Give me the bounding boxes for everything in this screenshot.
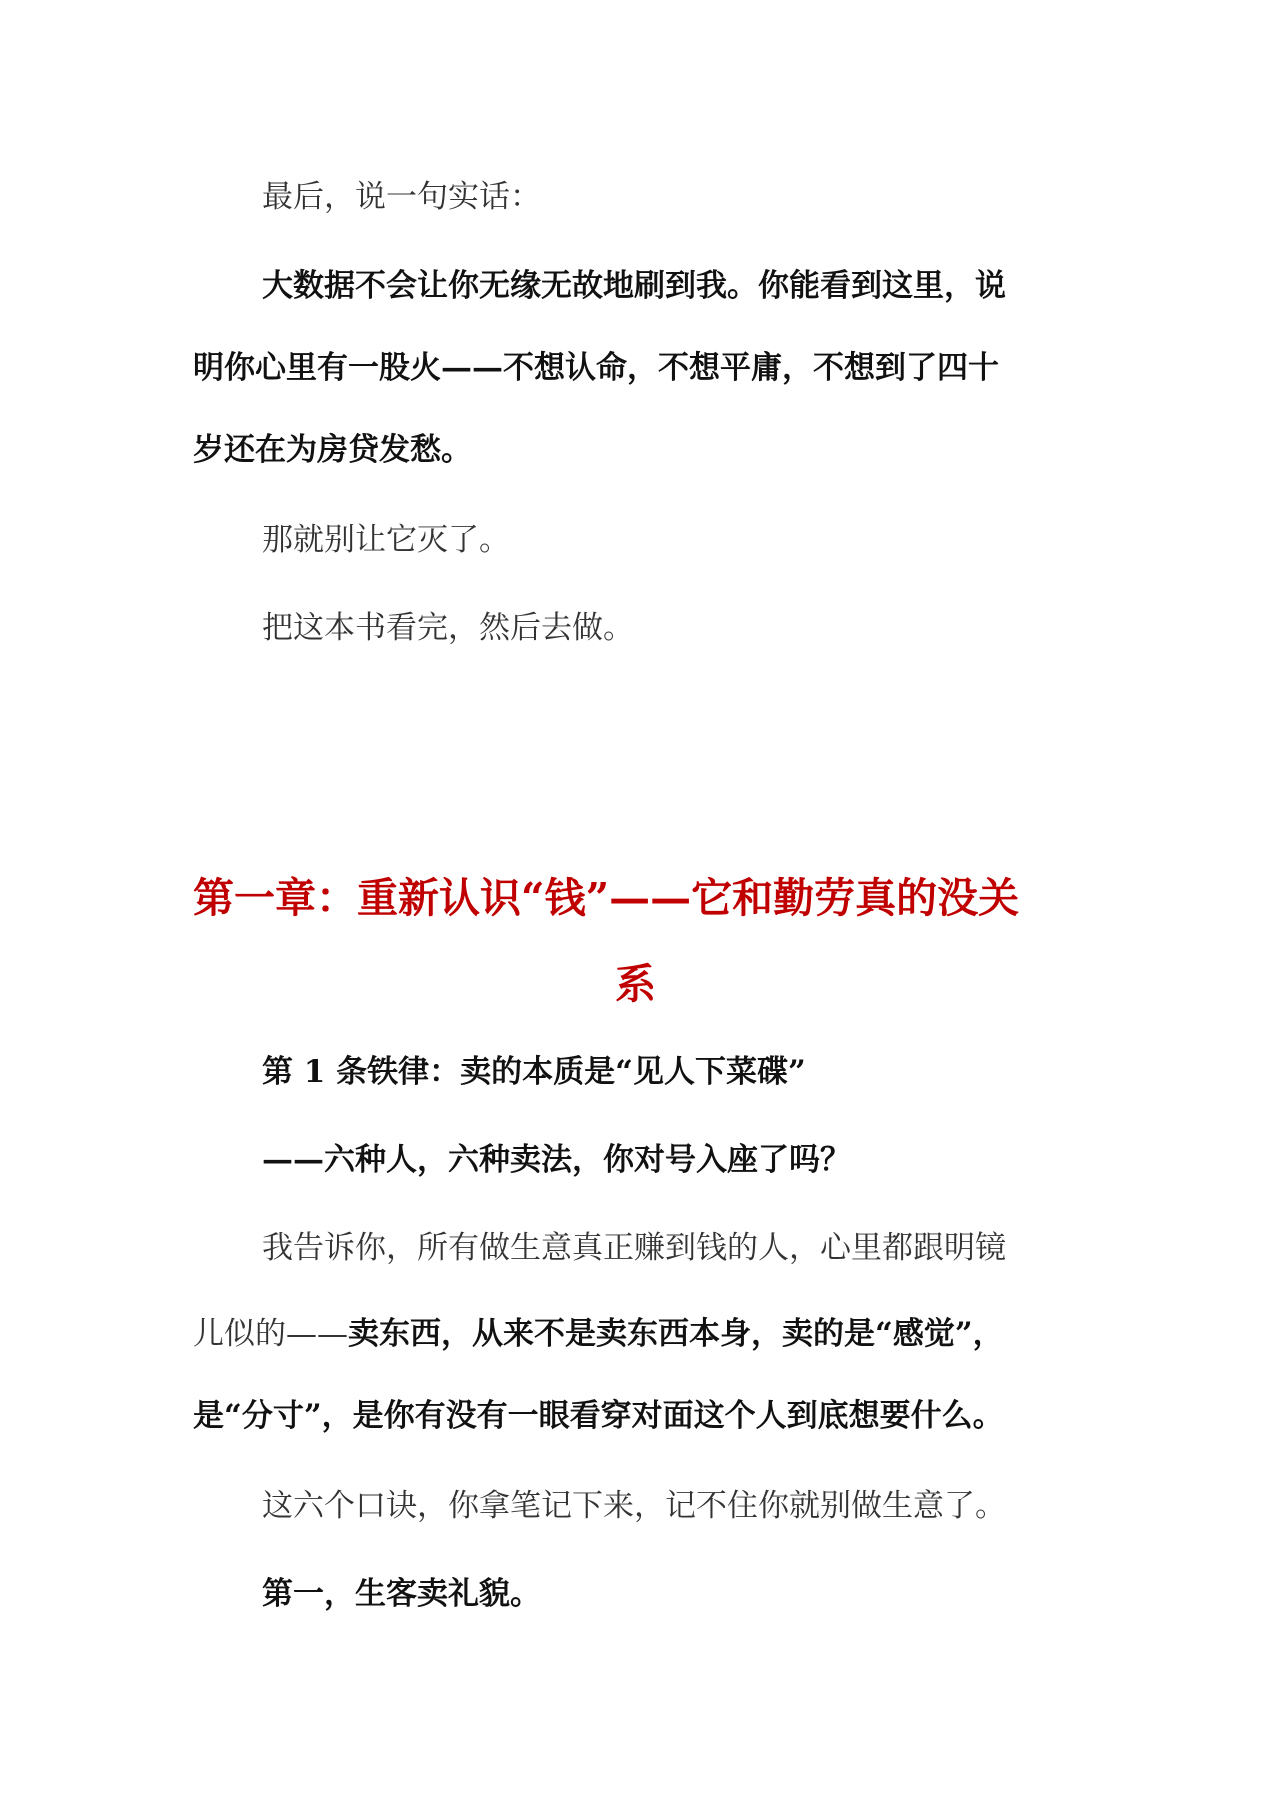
intro-paragraph-2-line-2: 明你心里有一股火——不想认命，不想平庸，不想到了四十 [193, 350, 999, 386]
body-paragraph-1-line-2-bold: 卖东西，从来不是卖东西本身，卖的是“感觉”， [348, 1316, 1004, 1352]
body-paragraph-1-line-2-regular: 儿似的—— [193, 1316, 348, 1352]
intro-line-3: 那就别让它灭了。 [262, 522, 510, 558]
body-paragraph-1-line-3: 是“分寸”，是你有没有一眼看穿对面这个人到底想要什么。 [193, 1398, 1004, 1434]
rule-heading: 第 1 条铁律：卖的本质是“见人下菜碟” [262, 1054, 806, 1090]
body-paragraph-3: 第一，生客卖礼貌。 [262, 1576, 541, 1612]
chapter-title-line-2: 系 [615, 960, 656, 1008]
body-paragraph-2: 这六个口诀，你拿笔记下来，记不住你就别做生意了。 [262, 1488, 1006, 1524]
intro-line-4: 把这本书看完，然后去做。 [262, 610, 634, 646]
intro-line-1: 最后，说一句实话： [262, 179, 541, 215]
rule-subheading: ——六种人，六种卖法，你对号入座了吗？ [262, 1142, 851, 1178]
body-paragraph-1-line-1: 我告诉你，所有做生意真正赚到钱的人，心里都跟明镜 [262, 1230, 1006, 1266]
intro-paragraph-2-line-1: 大数据不会让你无缘无故地刷到我。你能看到这里，说 [262, 268, 1006, 304]
body-paragraph-1-line-2 [193, 1314, 1004, 1354]
chapter-title-line-1: 第一章：重新认识“钱”——它和勤劳真的没关 [193, 874, 1020, 922]
intro-paragraph-2-line-3: 岁还在为房贷发愁。 [193, 432, 472, 468]
